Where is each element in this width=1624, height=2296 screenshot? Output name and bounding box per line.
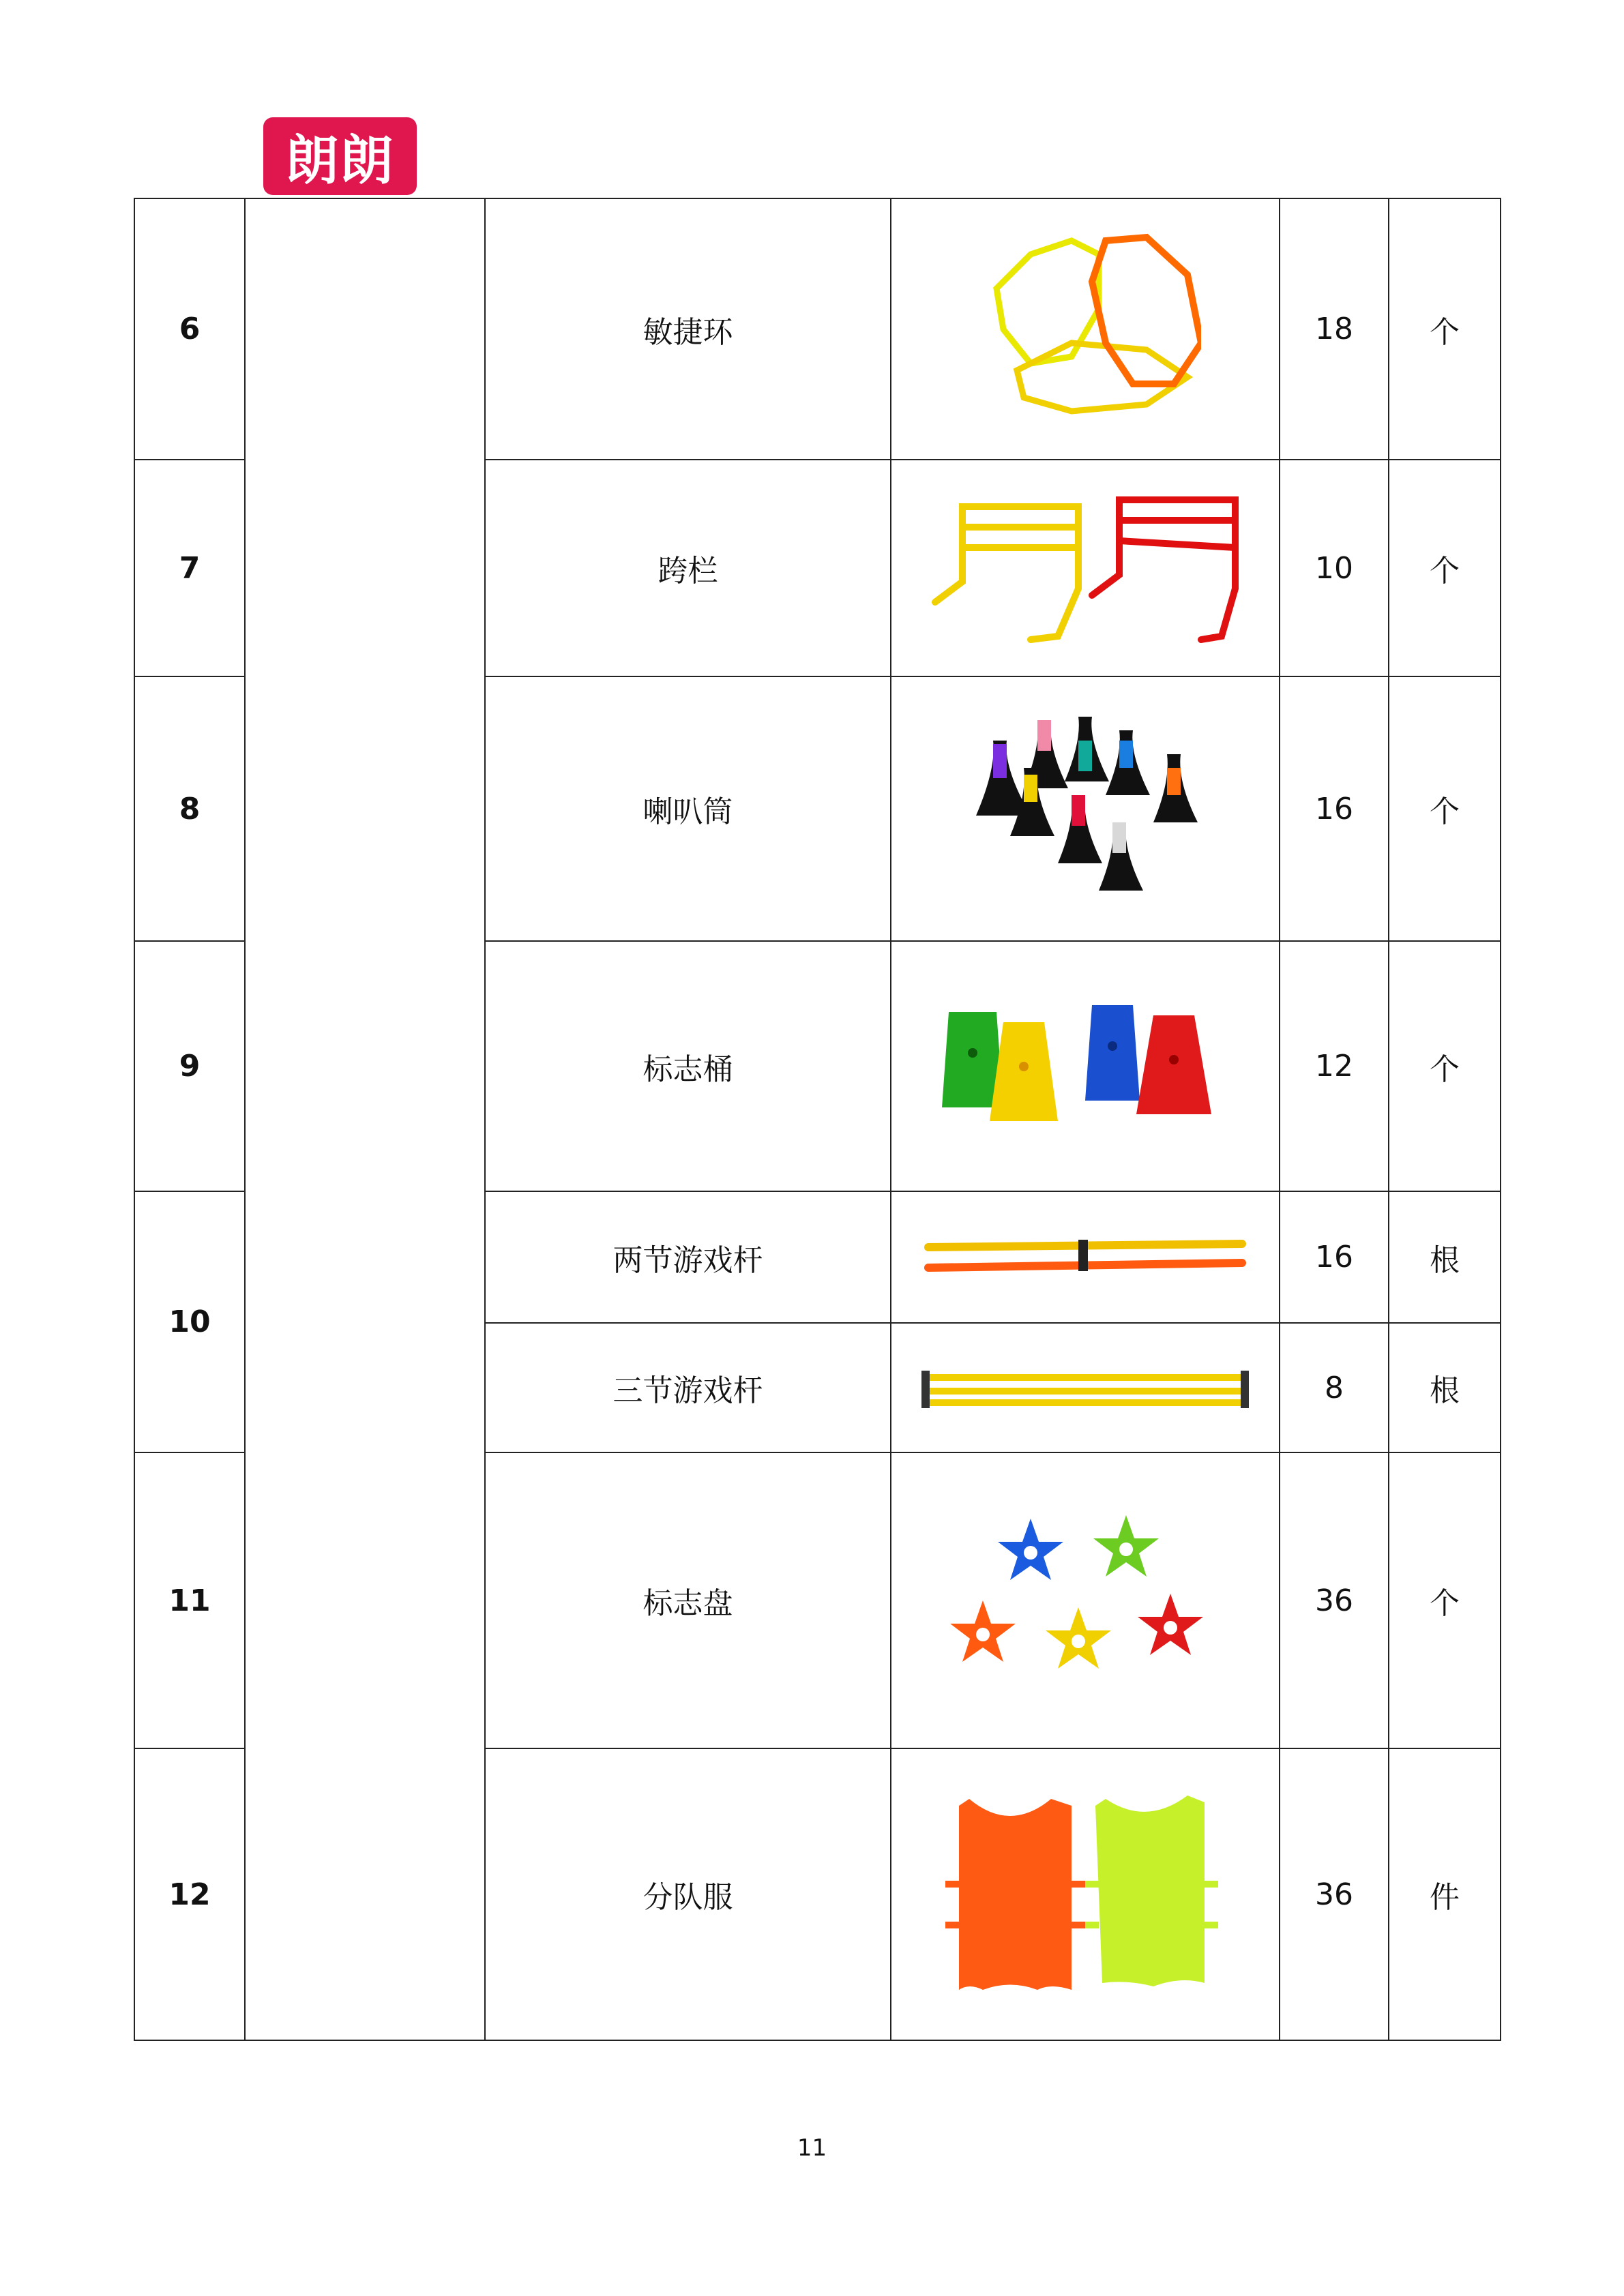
star-markers-image: [891, 1452, 1280, 1748]
item-name: 三节游戏杆: [485, 1323, 891, 1452]
item-name: 敏捷环: [485, 198, 891, 460]
row-number: 7: [134, 460, 245, 676]
quantity: 36: [1280, 1748, 1389, 2040]
cones-image: [891, 676, 1280, 941]
unit: 个: [1389, 460, 1501, 676]
item-name: 标志桶: [485, 941, 891, 1191]
quantity: 12: [1280, 941, 1389, 1191]
blank-column: [245, 198, 485, 2040]
item-name: 标志盘: [485, 1452, 891, 1748]
row-number: 12: [134, 1748, 245, 2040]
table-row: [134, 198, 1501, 460]
quantity: 10: [1280, 460, 1389, 676]
three-section-poles-image: [891, 1323, 1280, 1452]
unit: 个: [1389, 198, 1501, 460]
row-number: 10: [134, 1191, 245, 1452]
item-name: 分队服: [485, 1748, 891, 2040]
marker-buckets-image: [891, 941, 1280, 1191]
unit: 个: [1389, 941, 1501, 1191]
two-section-poles-image: [891, 1191, 1280, 1323]
quantity: 16: [1280, 676, 1389, 941]
hurdles-image: [891, 460, 1280, 676]
quantity: 16: [1280, 1191, 1389, 1323]
page-number: 11: [797, 2134, 827, 2162]
row-number: 8: [134, 676, 245, 941]
row-number: 9: [134, 941, 245, 1191]
item-name: 两节游戏杆: [485, 1191, 891, 1323]
quantity: 8: [1280, 1323, 1389, 1452]
unit: 件: [1389, 1748, 1501, 2040]
unit: 根: [1389, 1323, 1501, 1452]
item-name: 喇叭筒: [485, 676, 891, 941]
agility-rings-image: [891, 198, 1280, 460]
unit: 根: [1389, 1191, 1501, 1323]
unit: 个: [1389, 676, 1501, 941]
equipment-table: [134, 198, 1501, 2041]
team-vests-image: [891, 1748, 1280, 2040]
row-number: 6: [134, 198, 245, 460]
brand-logo: 朗朗: [263, 117, 417, 195]
row-number: 11: [134, 1452, 245, 1748]
quantity: 18: [1280, 198, 1389, 460]
quantity: 36: [1280, 1452, 1389, 1748]
unit: 个: [1389, 1452, 1501, 1748]
item-name: 跨栏: [485, 460, 891, 676]
